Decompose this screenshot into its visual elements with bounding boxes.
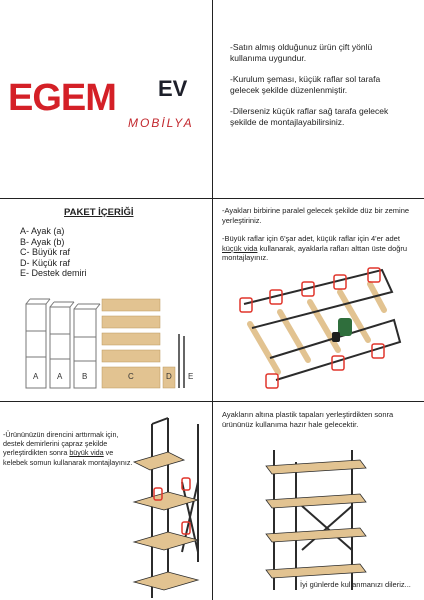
step1-illustration — [222, 262, 412, 400]
note-3: -Dilerseniz küçük raflar sağ tarafa gelecek şekilde de montajlayabilirsiniz. — [230, 106, 389, 127]
big-screw-link: büyük vida — [69, 448, 104, 458]
label-part-a2: A — [57, 372, 63, 381]
svg-text:EGEM — [8, 77, 116, 119]
parts-illustration — [0, 199, 212, 401]
horizontal-divider-2 — [0, 401, 424, 402]
step3-line: Ayakların altına plastik tapaları yerleştirdikten sonra ürününüz kullanıma hazır hale gelecektir. — [222, 410, 394, 429]
note-2: -Kurulum şeması, küçük raflar sol tarafa gelecek şekilde düzenlenmiştir. — [230, 74, 381, 95]
screwdriver-icon — [332, 318, 352, 342]
package-panel — [0, 199, 212, 401]
package-item-d: D- Küçük raf — [20, 257, 71, 268]
notes-top — [230, 42, 410, 135]
step2-text: -Ürününüzün direncini arttırmak için, destek demirlerini çapraz şekilde yerleştirdikten sonra büyük vida ve kelebek somun kullanarak montajlayınız. — [3, 430, 133, 467]
note-1: -Satın almış olduğunuz ürün çift yönlü kullanıma uygundur. — [230, 42, 373, 63]
part-support-bars — [179, 334, 184, 388]
vertical-divider — [212, 0, 213, 600]
package-title: PAKET İÇERİĞİ — [64, 207, 134, 218]
step1-line2: -Büyük raflar için 6'şar adet, küçük raflar için 4'er adet küçük vida kullanarak, ayaklarla rafları alttan üste doğru montajlayınız. — [222, 234, 408, 262]
step2-illustration — [118, 412, 212, 600]
step3-illustration — [262, 442, 372, 592]
label-part-e: E — [188, 372, 194, 381]
small-screw-link: küçük vida — [222, 243, 258, 253]
package-item-a1: A- Ayak (a) — [20, 226, 65, 236]
closing-message: İyi günlerde kullanmanızı dileriz... — [300, 580, 411, 589]
package-item-e: E- Destek demiri — [20, 268, 87, 278]
step1-text — [222, 206, 412, 270]
step3-text — [222, 410, 412, 436]
label-part-c: C — [128, 372, 134, 381]
package-item-b: B- Ayak (b) — [20, 236, 65, 247]
brand-logo — [0, 0, 212, 198]
package-item-c: C- Büyük raf — [20, 247, 71, 257]
label-part-b: B — [82, 372, 88, 381]
logo-text-ev: EV — [158, 76, 188, 101]
step1-line1: -Ayakları birbirine paralel gelecek şekilde düz bir zemine yerleştiriniz. — [222, 206, 410, 225]
logo-panel — [0, 0, 212, 198]
label-part-a1: A — [33, 372, 39, 381]
logo-tagline: MOBİLYA — [128, 116, 194, 130]
label-part-d: D — [166, 372, 172, 381]
logo-text-egem: EGEM — [8, 77, 116, 119]
